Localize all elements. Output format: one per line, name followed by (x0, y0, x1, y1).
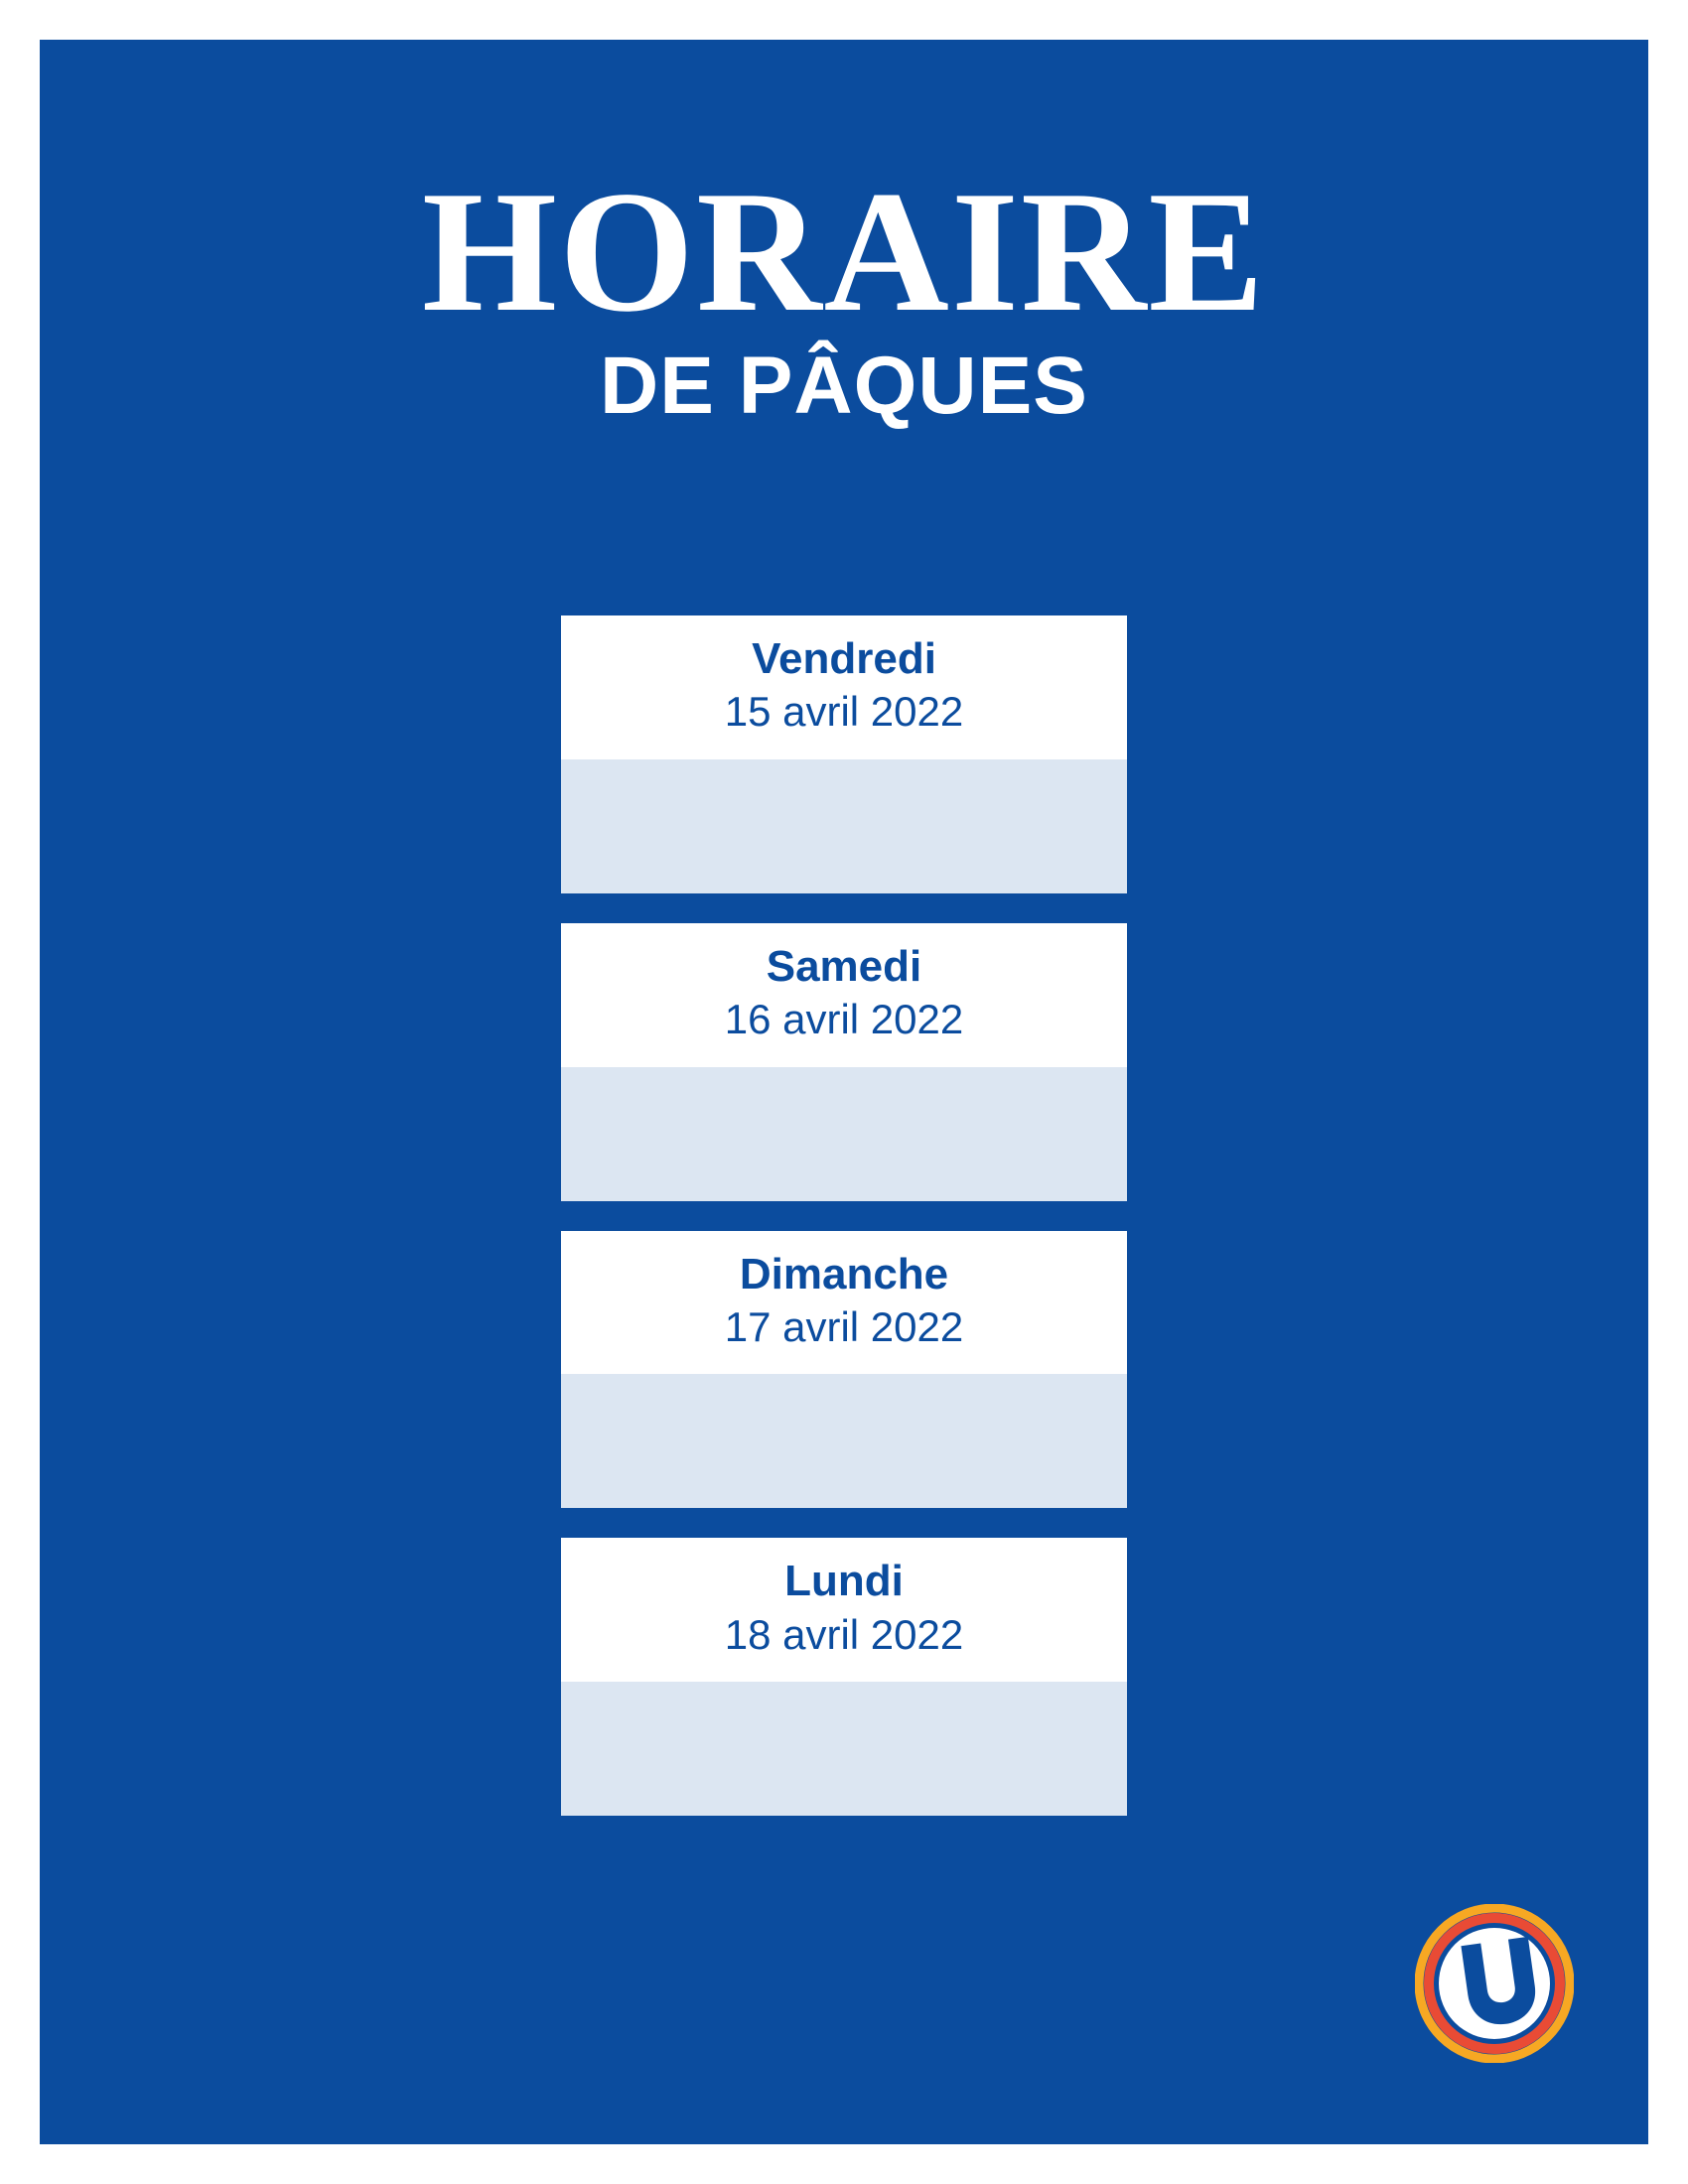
schedule-day-label: Samedi (766, 941, 922, 991)
schedule-hours-area (561, 759, 1127, 893)
schedule-hours-area (561, 1682, 1127, 1816)
list-item (561, 615, 1127, 893)
page-subtitle: DE PÂQUES (600, 341, 1088, 432)
schedule-date-label: 15 avril 2022 (724, 688, 964, 736)
schedule-list (40, 615, 1648, 1845)
list-item (561, 1538, 1127, 1816)
list-item (561, 923, 1127, 1201)
schedule-date-label: 18 avril 2022 (724, 1610, 964, 1658)
schedule-card-header (561, 615, 1127, 759)
schedule-hours-area (561, 1067, 1127, 1201)
schedule-card-header (561, 1538, 1127, 1682)
schedule-date-label: 16 avril 2022 (724, 996, 964, 1043)
schedule-day-label: Dimanche (739, 1249, 949, 1298)
schedule-date-label: 17 avril 2022 (724, 1302, 964, 1350)
poster-title-block (40, 155, 1648, 432)
schedule-card-header (561, 923, 1127, 1067)
page-title: HORAIRE (421, 155, 1267, 347)
schedule-day-label: Vendredi (752, 634, 936, 683)
poster-canvas (40, 40, 1648, 2144)
u-logo-icon (1415, 1904, 1574, 2063)
schedule-day-label: Lundi (784, 1557, 904, 1606)
schedule-card-header (561, 1231, 1127, 1375)
schedule-hours-area (561, 1374, 1127, 1508)
list-item (561, 1231, 1127, 1509)
